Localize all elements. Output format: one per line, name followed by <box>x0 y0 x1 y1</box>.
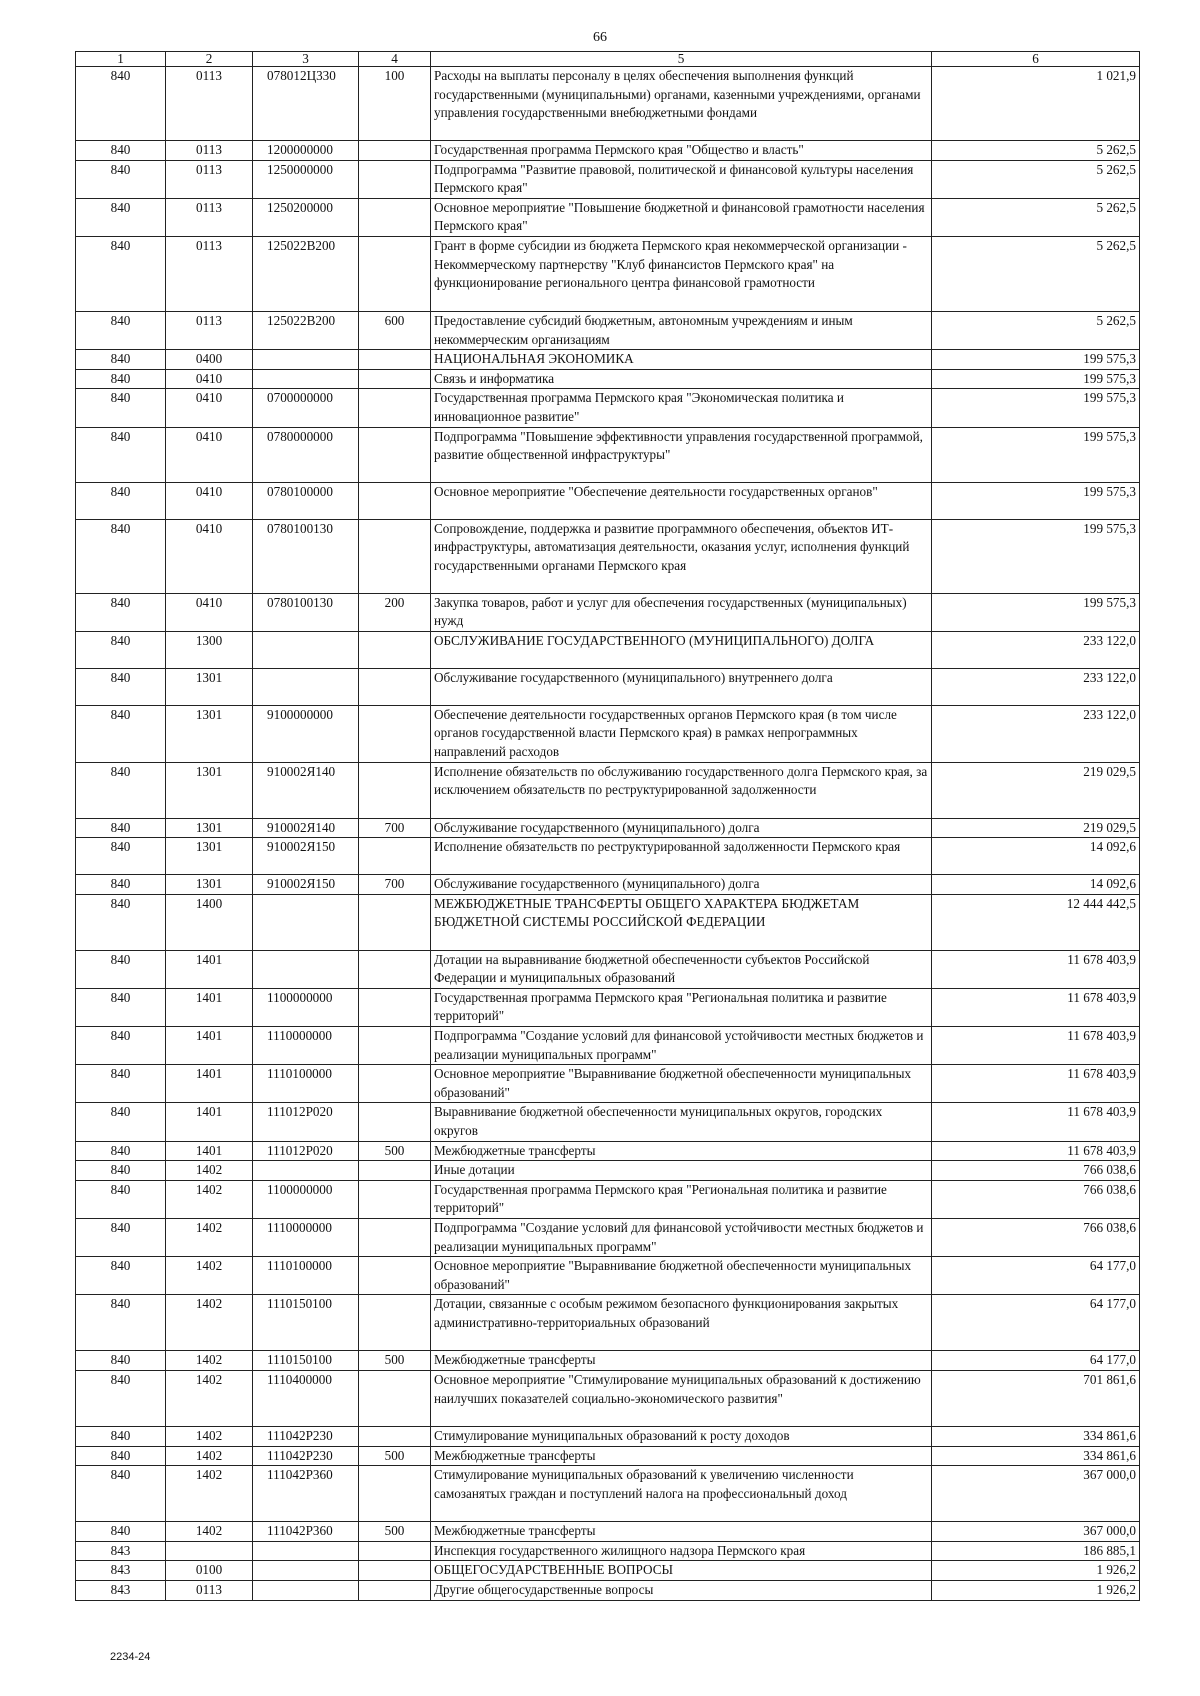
target-article-cell: 125022В200 <box>253 311 359 349</box>
table-row <box>76 482 1140 519</box>
ministry-code-cell: 840 <box>76 1257 166 1295</box>
section-code-cell: 1401 <box>166 950 253 988</box>
target-article-cell: 1100000000 <box>253 1180 359 1218</box>
ministry-code-cell: 840 <box>76 198 166 236</box>
name-cell: Государственная программа Пермского края "Региональная политика и развитие территорий" <box>431 988 932 1026</box>
expense-type-cell <box>359 668 431 705</box>
amount-cell: 5 262,5 <box>932 311 1140 349</box>
header-row <box>76 52 1140 67</box>
name-cell: Государственная программа Пермского края "Общество и власть" <box>431 141 932 161</box>
table-row <box>76 631 1140 668</box>
amount-cell: 199 575,3 <box>932 482 1140 519</box>
ministry-code-cell: 840 <box>76 1295 166 1351</box>
amount-cell: 1 021,9 <box>932 67 1140 141</box>
name-cell: ОБЩЕГОСУДАРСТВЕННЫЕ ВОПРОСЫ <box>431 1561 932 1581</box>
section-code-cell: 1301 <box>166 762 253 818</box>
ministry-code-cell: 840 <box>76 236 166 311</box>
expense-type-cell: 500 <box>359 1522 431 1542</box>
ministry-code-cell: 843 <box>76 1541 166 1561</box>
amount-cell: 233 122,0 <box>932 668 1140 705</box>
expense-type-cell <box>359 1027 431 1065</box>
expense-type-cell <box>359 141 431 161</box>
ministry-code-cell: 840 <box>76 762 166 818</box>
ministry-code-cell: 840 <box>76 631 166 668</box>
expense-type-cell <box>359 1257 431 1295</box>
table-row <box>76 1219 1140 1257</box>
ministry-code-cell: 840 <box>76 369 166 389</box>
section-code-cell: 1402 <box>166 1522 253 1542</box>
section-code-cell: 1402 <box>166 1446 253 1466</box>
expense-type-cell <box>359 1561 431 1581</box>
target-article-cell <box>253 369 359 389</box>
expense-type-cell: 500 <box>359 1351 431 1371</box>
expense-type-cell <box>359 1541 431 1561</box>
ministry-code-cell: 840 <box>76 311 166 349</box>
table-row <box>76 1370 1140 1426</box>
target-article-cell: 910002Я150 <box>253 838 359 875</box>
target-article-cell: 9100000000 <box>253 705 359 762</box>
target-article-cell: 1100000000 <box>253 988 359 1026</box>
table-row <box>76 1103 1140 1141</box>
section-code-cell: 1402 <box>166 1295 253 1351</box>
name-cell: Основное мероприятие "Стимулирование муниципальных образований к достижению наилучших показателей социально-экономического развития" <box>431 1370 932 1426</box>
ministry-code-cell: 840 <box>76 1219 166 1257</box>
target-article-cell: 111012Р020 <box>253 1103 359 1141</box>
table-row <box>76 141 1140 161</box>
target-article-cell: 1250000000 <box>253 160 359 198</box>
ministry-code-cell: 840 <box>76 875 166 895</box>
header-cell-6: 6 <box>932 52 1140 67</box>
table-row <box>76 838 1140 875</box>
name-cell: Межбюджетные трансферты <box>431 1522 932 1542</box>
ministry-code-cell: 840 <box>76 1351 166 1371</box>
expense-type-cell <box>359 236 431 311</box>
table-row <box>76 67 1140 141</box>
section-code-cell: 0400 <box>166 350 253 370</box>
target-article-cell: 1110400000 <box>253 1370 359 1426</box>
expense-type-cell: 700 <box>359 818 431 838</box>
ministry-code-cell: 840 <box>76 350 166 370</box>
name-cell: ОБСЛУЖИВАНИЕ ГОСУДАРСТВЕННОГО (МУНИЦИПАЛЬНОГО) ДОЛГА <box>431 631 932 668</box>
name-cell: НАЦИОНАЛЬНАЯ ЭКОНОМИКА <box>431 350 932 370</box>
amount-cell: 11 678 403,9 <box>932 988 1140 1026</box>
section-code-cell: 0410 <box>166 482 253 519</box>
name-cell: Основное мероприятие "Повышение бюджетной и финансовой грамотности населения Пермского края" <box>431 198 932 236</box>
name-cell: Сопровождение, поддержка и развитие программного обеспечения, объектов ИТ-инфраструктуры, автоматизация деятельности, оказания услуг, исполнения функций государственными органами Пермского края <box>431 519 932 593</box>
section-code-cell: 1301 <box>166 668 253 705</box>
amount-cell: 334 861,6 <box>932 1446 1140 1466</box>
expense-type-cell <box>359 1580 431 1600</box>
expense-type-cell <box>359 1180 431 1218</box>
name-cell: Иные дотации <box>431 1161 932 1181</box>
amount-cell: 701 861,6 <box>932 1370 1140 1426</box>
ministry-code-cell: 840 <box>76 1141 166 1161</box>
expense-type-cell <box>359 1426 431 1446</box>
name-cell: Государственная программа Пермского края "Региональная политика и развитие территорий" <box>431 1180 932 1218</box>
target-article-cell: 1110100000 <box>253 1257 359 1295</box>
amount-cell: 64 177,0 <box>932 1351 1140 1371</box>
expense-type-cell <box>359 519 431 593</box>
ministry-code-cell: 840 <box>76 1103 166 1141</box>
name-cell: Обеспечение деятельности государственных органов Пермского края (в том числе органов государственной власти Пермского края) в рамках непрограммных направлений расходов <box>431 705 932 762</box>
ministry-code-cell: 840 <box>76 1161 166 1181</box>
name-cell: Стимулирование муниципальных образований к увеличению численности самозанятых граждан и поступлений налога на профессиональный доход <box>431 1466 932 1522</box>
table-row <box>76 369 1140 389</box>
ministry-code-cell: 840 <box>76 1426 166 1446</box>
expense-type-cell <box>359 762 431 818</box>
target-article-cell <box>253 631 359 668</box>
amount-cell: 766 038,6 <box>932 1180 1140 1218</box>
table-row <box>76 236 1140 311</box>
ministry-code-cell: 840 <box>76 389 166 427</box>
name-cell: Подпрограмма "Создание условий для финансовой устойчивости местных бюджетов и реализации муниципальных программ" <box>431 1219 932 1257</box>
section-code-cell: 1401 <box>166 988 253 1026</box>
budget-table <box>75 51 1140 1601</box>
expense-type-cell <box>359 894 431 950</box>
table-row <box>76 1141 1140 1161</box>
name-cell: Подпрограмма "Создание условий для финансовой устойчивости местных бюджетов и реализации муниципальных программ" <box>431 1027 932 1065</box>
ministry-code-cell: 840 <box>76 668 166 705</box>
expense-type-cell <box>359 1466 431 1522</box>
amount-cell: 11 678 403,9 <box>932 1027 1140 1065</box>
amount-cell: 11 678 403,9 <box>932 1103 1140 1141</box>
name-cell: Исполнение обязательств по реструктурированной задолженности Пермского края <box>431 838 932 875</box>
amount-cell: 199 575,3 <box>932 593 1140 631</box>
amount-cell: 5 262,5 <box>932 236 1140 311</box>
table-row <box>76 1180 1140 1218</box>
name-cell: Закупка товаров, работ и услуг для обеспечения государственных (муниципальных) нужд <box>431 593 932 631</box>
section-code-cell: 1402 <box>166 1351 253 1371</box>
section-code-cell: 0410 <box>166 389 253 427</box>
ministry-code-cell: 840 <box>76 1446 166 1466</box>
section-code-cell: 0113 <box>166 198 253 236</box>
amount-cell: 14 092,6 <box>932 875 1140 895</box>
expense-type-cell: 500 <box>359 1141 431 1161</box>
amount-cell: 5 262,5 <box>932 160 1140 198</box>
section-code-cell: 1401 <box>166 1065 253 1103</box>
table-row <box>76 593 1140 631</box>
target-article-cell: 1110000000 <box>253 1027 359 1065</box>
amount-cell: 367 000,0 <box>932 1466 1140 1522</box>
header-cell-1: 1 <box>76 52 166 67</box>
section-code-cell: 1402 <box>166 1257 253 1295</box>
expense-type-cell <box>359 1065 431 1103</box>
table-row <box>76 519 1140 593</box>
amount-cell: 367 000,0 <box>932 1522 1140 1542</box>
expense-type-cell <box>359 369 431 389</box>
target-article-cell: 1250200000 <box>253 198 359 236</box>
table-row <box>76 1561 1140 1581</box>
table-row <box>76 427 1140 482</box>
ministry-code-cell: 840 <box>76 427 166 482</box>
target-article-cell: 078012Ц330 <box>253 67 359 141</box>
ministry-code-cell: 840 <box>76 705 166 762</box>
ministry-code-cell: 840 <box>76 519 166 593</box>
expense-type-cell <box>359 1219 431 1257</box>
header-cell-4: 4 <box>359 52 431 67</box>
table-row <box>76 1351 1140 1371</box>
name-cell: Обслуживание государственного (муниципального) долга <box>431 875 932 895</box>
section-code-cell: 0410 <box>166 427 253 482</box>
target-article-cell <box>253 1161 359 1181</box>
expense-type-cell <box>359 482 431 519</box>
table-row <box>76 705 1140 762</box>
section-code-cell: 0113 <box>166 160 253 198</box>
name-cell: Исполнение обязательств по обслуживанию государственного долга Пермского края, за исключением обязательств по реструктурированной задолженности <box>431 762 932 818</box>
expense-type-cell <box>359 950 431 988</box>
target-article-cell: 111012Р020 <box>253 1141 359 1161</box>
section-code-cell: 1402 <box>166 1426 253 1446</box>
target-article-cell: 0700000000 <box>253 389 359 427</box>
amount-cell: 766 038,6 <box>932 1219 1140 1257</box>
table-row <box>76 988 1140 1026</box>
target-article-cell: 910002Я150 <box>253 875 359 895</box>
amount-cell: 14 092,6 <box>932 838 1140 875</box>
target-article-cell: 111042Р230 <box>253 1446 359 1466</box>
section-code-cell: 0113 <box>166 67 253 141</box>
target-article-cell <box>253 668 359 705</box>
table-row <box>76 1295 1140 1351</box>
amount-cell: 1 926,2 <box>932 1580 1140 1600</box>
target-article-cell: 910002Я140 <box>253 762 359 818</box>
name-cell: Подпрограмма "Повышение эффективности управления государственной программой, развитие общественной инфраструктуры" <box>431 427 932 482</box>
name-cell: Обслуживание государственного (муниципального) внутреннего долга <box>431 668 932 705</box>
amount-cell: 12 444 442,5 <box>932 894 1140 950</box>
ministry-code-cell: 840 <box>76 160 166 198</box>
footer-code: 2234-24 <box>110 1651 151 1663</box>
amount-cell: 5 262,5 <box>932 198 1140 236</box>
expense-type-cell <box>359 427 431 482</box>
table-row <box>76 1161 1140 1181</box>
target-article-cell: 125022В200 <box>253 236 359 311</box>
amount-cell: 219 029,5 <box>932 762 1140 818</box>
table-row <box>76 1257 1140 1295</box>
expense-type-cell: 600 <box>359 311 431 349</box>
expense-type-cell <box>359 1161 431 1181</box>
section-code-cell: 0113 <box>166 311 253 349</box>
ministry-code-cell: 840 <box>76 818 166 838</box>
table-row <box>76 875 1140 895</box>
table-row <box>76 950 1140 988</box>
section-code-cell: 1301 <box>166 838 253 875</box>
ministry-code-cell: 840 <box>76 838 166 875</box>
table-row <box>76 1065 1140 1103</box>
name-cell: Основное мероприятие "Выравнивание бюджетной обеспеченности муниципальных образований" <box>431 1257 932 1295</box>
page-number: 66 <box>593 30 607 45</box>
target-article-cell <box>253 1580 359 1600</box>
target-article-cell: 1200000000 <box>253 141 359 161</box>
section-code-cell: 1402 <box>166 1161 253 1181</box>
amount-cell: 1 926,2 <box>932 1561 1140 1581</box>
table-row <box>76 311 1140 349</box>
expense-type-cell: 200 <box>359 593 431 631</box>
section-code-cell: 1402 <box>166 1466 253 1522</box>
ministry-code-cell: 840 <box>76 988 166 1026</box>
expense-type-cell <box>359 1103 431 1141</box>
section-code-cell: 1402 <box>166 1219 253 1257</box>
amount-cell: 64 177,0 <box>932 1295 1140 1351</box>
section-code-cell: 0113 <box>166 236 253 311</box>
expense-type-cell <box>359 389 431 427</box>
section-code-cell <box>166 1541 253 1561</box>
ministry-code-cell: 840 <box>76 1180 166 1218</box>
ministry-code-cell: 840 <box>76 141 166 161</box>
name-cell: Стимулирование муниципальных образований к росту доходов <box>431 1426 932 1446</box>
table-row <box>76 350 1140 370</box>
section-code-cell: 0410 <box>166 519 253 593</box>
section-code-cell: 0113 <box>166 141 253 161</box>
target-article-cell: 111042Р230 <box>253 1426 359 1446</box>
section-code-cell: 0410 <box>166 593 253 631</box>
ministry-code-cell: 840 <box>76 593 166 631</box>
table-row <box>76 1466 1140 1522</box>
target-article-cell: 910002Я140 <box>253 818 359 838</box>
table-row <box>76 389 1140 427</box>
name-cell: Межбюджетные трансферты <box>431 1446 932 1466</box>
amount-cell: 199 575,3 <box>932 350 1140 370</box>
target-article-cell: 1110000000 <box>253 1219 359 1257</box>
name-cell: Грант в форме субсидии из бюджета Пермского края некоммерческой организации - Некоммерческому партнерству "Клуб финансистов Пермского края" на функционирование регионального центра финансовой грамотности <box>431 236 932 311</box>
section-code-cell: 0100 <box>166 1561 253 1581</box>
target-article-cell: 0780000000 <box>253 427 359 482</box>
amount-cell: 334 861,6 <box>932 1426 1140 1446</box>
amount-cell: 11 678 403,9 <box>932 1065 1140 1103</box>
table-row <box>76 160 1140 198</box>
section-code-cell: 1402 <box>166 1180 253 1218</box>
ministry-code-cell: 840 <box>76 67 166 141</box>
amount-cell: 199 575,3 <box>932 427 1140 482</box>
ministry-code-cell: 840 <box>76 894 166 950</box>
name-cell: Другие общегосударственные вопросы <box>431 1580 932 1600</box>
expense-type-cell <box>359 988 431 1026</box>
expense-type-cell <box>359 838 431 875</box>
amount-cell: 5 262,5 <box>932 141 1140 161</box>
name-cell: Дотации, связанные с особым режимом безопасного функционирования закрытых административно-территориальных образований <box>431 1295 932 1351</box>
target-article-cell: 0780100000 <box>253 482 359 519</box>
table-body <box>76 67 1140 1601</box>
amount-cell: 11 678 403,9 <box>932 1141 1140 1161</box>
target-article-cell: 1110100000 <box>253 1065 359 1103</box>
ministry-code-cell: 840 <box>76 482 166 519</box>
table-row <box>76 1580 1140 1600</box>
expense-type-cell <box>359 1370 431 1426</box>
ministry-code-cell: 840 <box>76 1027 166 1065</box>
header-cell-5: 5 <box>431 52 932 67</box>
target-article-cell: 111042Р360 <box>253 1466 359 1522</box>
expense-type-cell <box>359 350 431 370</box>
expense-type-cell: 500 <box>359 1446 431 1466</box>
expense-type-cell <box>359 198 431 236</box>
name-cell: Межбюджетные трансферты <box>431 1351 932 1371</box>
expense-type-cell: 100 <box>359 67 431 141</box>
header-cell-2: 2 <box>166 52 253 67</box>
amount-cell: 219 029,5 <box>932 818 1140 838</box>
amount-cell: 11 678 403,9 <box>932 950 1140 988</box>
expense-type-cell <box>359 1295 431 1351</box>
expense-type-cell: 700 <box>359 875 431 895</box>
amount-cell: 199 575,3 <box>932 389 1140 427</box>
section-code-cell: 0113 <box>166 1580 253 1600</box>
expense-type-cell <box>359 631 431 668</box>
section-code-cell: 1402 <box>166 1370 253 1426</box>
amount-cell: 199 575,3 <box>932 519 1140 593</box>
table-row <box>76 762 1140 818</box>
target-article-cell: 0780100130 <box>253 593 359 631</box>
name-cell: Дотации на выравнивание бюджетной обеспеченности субъектов Российской Федерации и муниципальных образований <box>431 950 932 988</box>
target-article-cell: 111042Р360 <box>253 1522 359 1542</box>
table-row <box>76 1426 1140 1446</box>
amount-cell: 64 177,0 <box>932 1257 1140 1295</box>
amount-cell: 233 122,0 <box>932 631 1140 668</box>
ministry-code-cell: 840 <box>76 1522 166 1542</box>
name-cell: Расходы на выплаты персоналу в целях обеспечения выполнения функций государственными (муниципальными) органами, казенными учреждениями, органами управления государственными внебюджетными фондами <box>431 67 932 141</box>
target-article-cell <box>253 1561 359 1581</box>
amount-cell: 766 038,6 <box>932 1161 1140 1181</box>
ministry-code-cell: 840 <box>76 1466 166 1522</box>
name-cell: Основное мероприятие "Обеспечение деятельности государственных органов" <box>431 482 932 519</box>
target-article-cell <box>253 950 359 988</box>
table-row <box>76 198 1140 236</box>
ministry-code-cell: 840 <box>76 950 166 988</box>
section-code-cell: 0410 <box>166 369 253 389</box>
ministry-code-cell: 843 <box>76 1561 166 1581</box>
table-row <box>76 818 1140 838</box>
target-article-cell <box>253 350 359 370</box>
header-cell-3: 3 <box>253 52 359 67</box>
name-cell: Межбюджетные трансферты <box>431 1141 932 1161</box>
target-article-cell <box>253 1541 359 1561</box>
table-row <box>76 1541 1140 1561</box>
amount-cell: 233 122,0 <box>932 705 1140 762</box>
section-code-cell: 1401 <box>166 1141 253 1161</box>
table-row <box>76 1446 1140 1466</box>
ministry-code-cell: 840 <box>76 1065 166 1103</box>
section-code-cell: 1301 <box>166 705 253 762</box>
ministry-code-cell: 843 <box>76 1580 166 1600</box>
amount-cell: 199 575,3 <box>932 369 1140 389</box>
name-cell: Государственная программа Пермского края "Экономическая политика и инновационное развитие" <box>431 389 932 427</box>
table-row <box>76 894 1140 950</box>
section-code-cell: 1400 <box>166 894 253 950</box>
expense-type-cell <box>359 705 431 762</box>
name-cell: Связь и информатика <box>431 369 932 389</box>
target-article-cell <box>253 894 359 950</box>
target-article-cell: 0780100130 <box>253 519 359 593</box>
ministry-code-cell: 840 <box>76 1370 166 1426</box>
name-cell: Предоставление субсидий бюджетным, автономным учреждениям и иным некоммерческим организациям <box>431 311 932 349</box>
section-code-cell: 1401 <box>166 1027 253 1065</box>
table-row <box>76 668 1140 705</box>
target-article-cell: 1110150100 <box>253 1351 359 1371</box>
name-cell: Выравнивание бюджетной обеспеченности муниципальных округов, городских округов <box>431 1103 932 1141</box>
section-code-cell: 1300 <box>166 631 253 668</box>
section-code-cell: 1401 <box>166 1103 253 1141</box>
table-row <box>76 1027 1140 1065</box>
table-row <box>76 1522 1140 1542</box>
name-cell: Подпрограмма "Развитие правовой, политической и финансовой культуры населения Пермского края" <box>431 160 932 198</box>
name-cell: Обслуживание государственного (муниципального) долга <box>431 818 932 838</box>
section-code-cell: 1301 <box>166 818 253 838</box>
section-code-cell: 1301 <box>166 875 253 895</box>
target-article-cell: 1110150100 <box>253 1295 359 1351</box>
name-cell: МЕЖБЮДЖЕТНЫЕ ТРАНСФЕРТЫ ОБЩЕГО ХАРАКТЕРА БЮДЖЕТАМ БЮДЖЕТНОЙ СИСТЕМЫ РОССИЙСКОЙ ФЕДЕРАЦИИ <box>431 894 932 950</box>
name-cell: Основное мероприятие "Выравнивание бюджетной обеспеченности муниципальных образований" <box>431 1065 932 1103</box>
expense-type-cell <box>359 160 431 198</box>
name-cell: Инспекция государственного жилищного надзора Пермского края <box>431 1541 932 1561</box>
amount-cell: 186 885,1 <box>932 1541 1140 1561</box>
